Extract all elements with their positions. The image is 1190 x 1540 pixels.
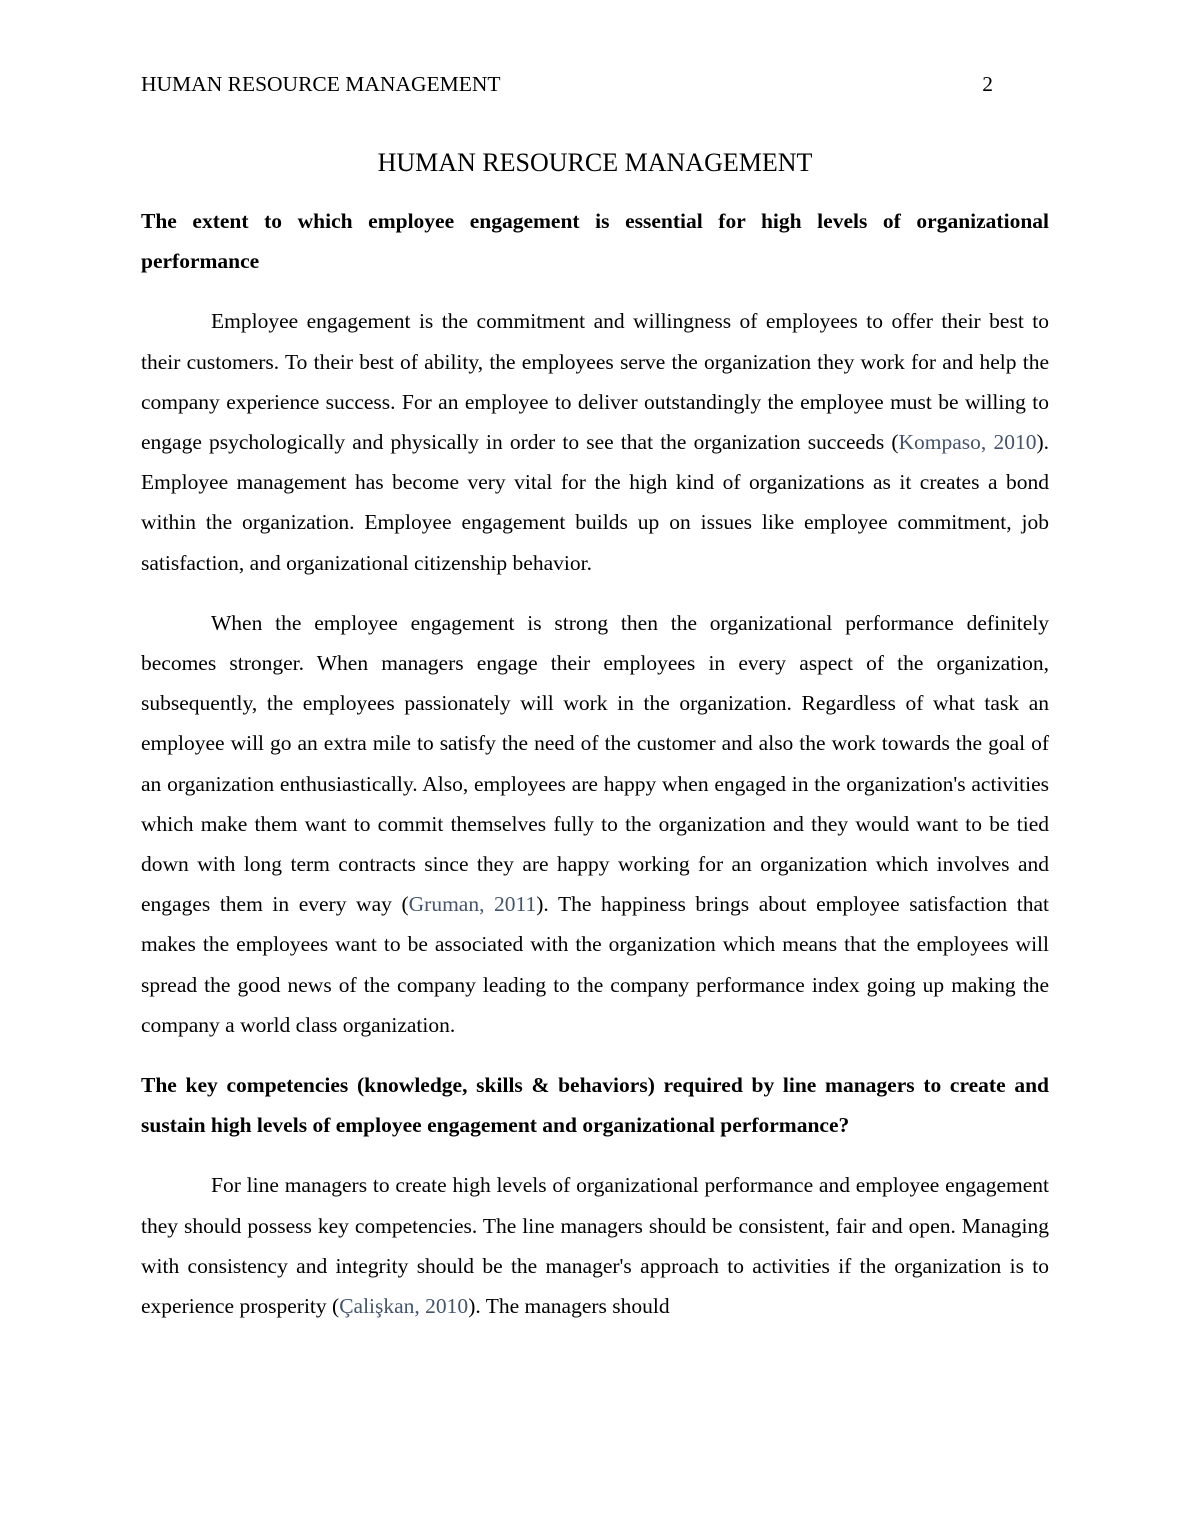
paragraph-3-text-b: ). The managers should — [468, 1294, 670, 1319]
section-heading-competencies: The key competencies (knowledge, skills & behaviors) required by line managers to create and sustain high levels of employee engagement and organizational performance? — [141, 1073, 1049, 1138]
paragraph-2-text-b: ). The happiness brings about employee satisfaction that makes the employees want to be associated with the organization which means that the employees will spread the good news of the company leading to the company performance index going up making the company a world class organization. — [141, 892, 1049, 1037]
citation-gruman[interactable]: Gruman, 2011 — [408, 892, 537, 917]
citation-kompaso[interactable]: Kompaso, 2010 — [898, 430, 1037, 455]
paragraph-3 — [141, 1165, 1049, 1326]
section-heading-engagement: The extent to which employee engagement is essential for high levels of organizational performance — [141, 209, 1049, 274]
paragraph-1-text-b: ). Employee management has become very vital for the high kind of organizations as it creates a bond within the organization. Employee engagement builds up on issues like employee commitment, job satisfaction, and organizational citizenship behavior. — [141, 430, 1049, 575]
paragraph-2-text-a: When the employee engagement is strong then the organizational performance definitely becomes stronger. When managers engage their employees in every aspect of the organization, subsequently, the employees passionately will work in the organization. Regardless of what task an employee will go an extra mile to satisfy the need of the customer and also the work towards the goal of an organization enthusiastically. Also, employees are happy when engaged in the organization's activities which make them want to commit themselves fully to the organization and they would want to be tied down with long term contracts since they are happy working for an organization which involves and engages them in every way ( — [141, 610, 1049, 917]
citation-caliskan[interactable]: Çalişkan, 2010 — [339, 1294, 469, 1319]
paragraph-3-text-a: For line managers to create high levels of organizational performance and employee engagement they should possess key competencies. The line managers should be consistent, fair and open. Managing with consistency and integrity should be the manager's approach to activities if the organization is to experience prosperity ( — [141, 1173, 1049, 1319]
paragraph-1 — [141, 301, 1049, 582]
paragraph-2 — [141, 603, 1049, 1045]
running-header-title: HUMAN RESOURCE MANAGEMENT — [141, 72, 501, 96]
page-number: 2 — [982, 72, 993, 96]
document-title: HUMAN RESOURCE MANAGEMENT — [377, 148, 813, 177]
running-header — [141, 70, 993, 98]
document-body — [141, 147, 1049, 1346]
paragraph-1-text-a: Employee engagement is the commitment and willingness of employees to offer their best to their customers. To their best of ability, the employees serve the organization they work for and help the company experience success. For an employee to deliver outstandingly the employee must be willing to engage psychologically and physically in order to see that the organization succeeds ( — [141, 309, 1049, 455]
